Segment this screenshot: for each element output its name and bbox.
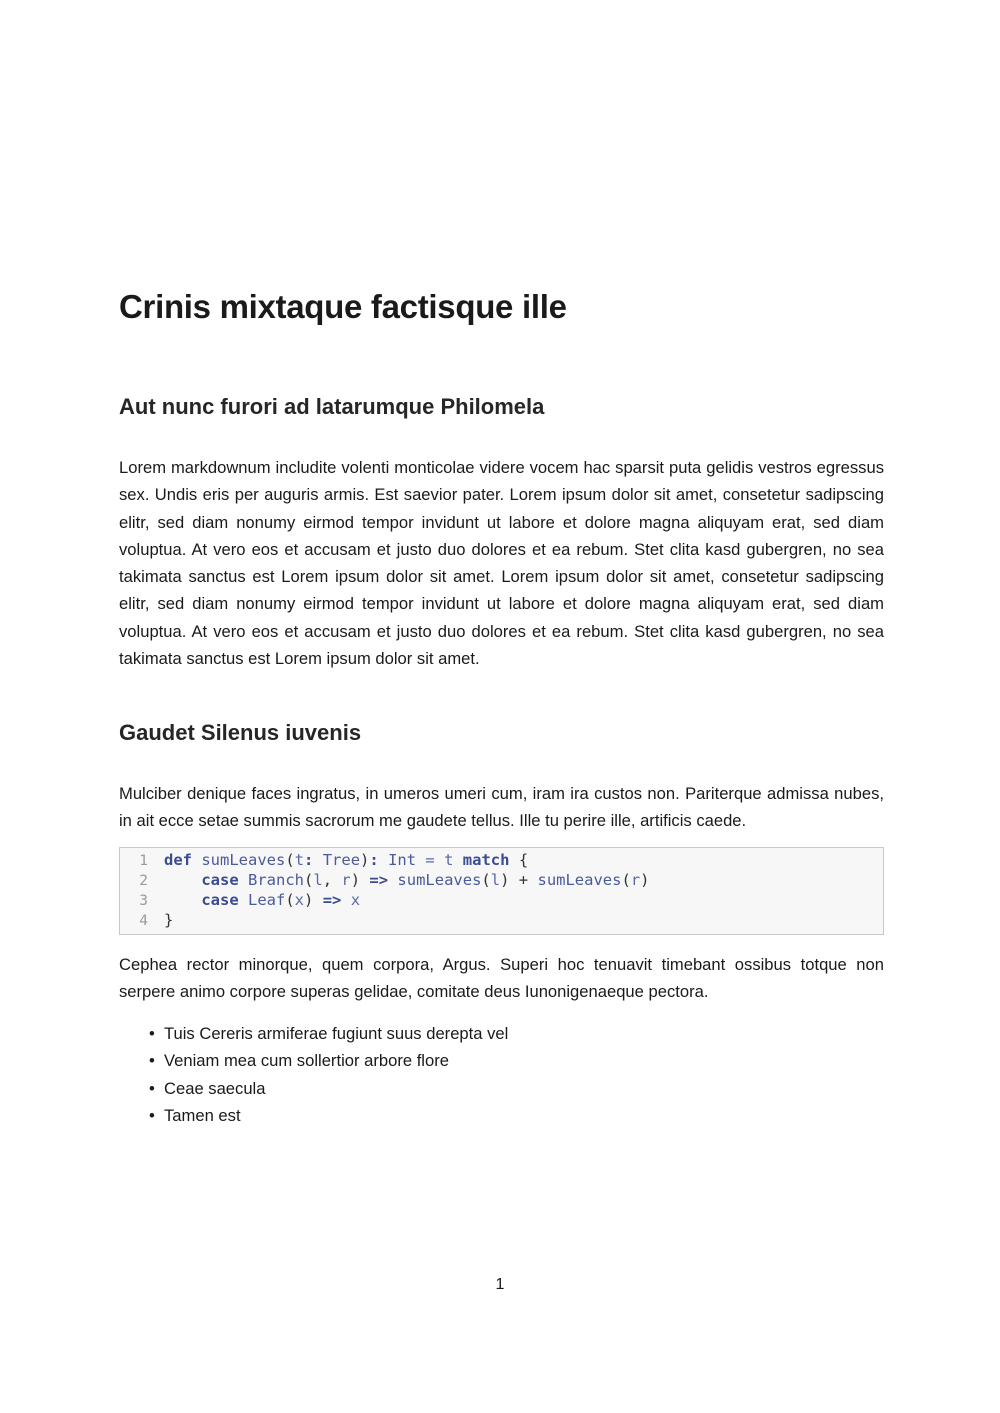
section-2-paragraph: Mulciber denique faces ingratus, in umeros umeri cum, iram ira custos non. Pariterque admissa nubes, in ait ecce setae summis sacrorum me gaudete tellus. Ille tu perire ille, artificis caede. — [119, 784, 884, 831]
bullet-icon: • — [149, 1024, 155, 1043]
code-text: case Branch(l, r) => sumLeaves(l) + sumLeaves(r) — [201, 871, 650, 889]
bullet-list — [119, 1020, 508, 1129]
line-number: 1 — [139, 853, 148, 869]
page-title: Crinis mixtaque factisque ille — [119, 288, 567, 325]
code-line — [120, 870, 650, 890]
line-number: 4 — [139, 913, 148, 929]
list-item — [119, 1020, 508, 1047]
line-number: 3 — [139, 893, 148, 909]
section-1-paragraph: Lorem markdownum includite volenti monticolae videre vocem hac sparsit puta gelidis vestros egressus sex. Undis eris per auguris armis. Est saevior pater. Lorem ipsum dolor sit amet, consetetur sadipscing elitr, sed diam nonumy eirmod tempor invidunt ut labore et dolore magna aliquyam erat, sed diam voluptua. At vero eos et accusam et justo duo dolores et ea rebum. Stet clita kasd gubergren, no sea takimata sanctus est Lorem ipsum dolor sit amet. Lorem ipsum dolor sit amet, consetetur sadipscing elitr, sed diam nonumy eirmod tempor invidunt ut labore et dolore magna aliquyam erat, sed diam voluptua. At vero eos et accusam et justo duo dolores et ea rebum. Stet clita kasd gubergren, no sea takimata sanctus est Lorem ipsum dolor sit amet. — [119, 458, 884, 669]
list-item — [119, 1102, 508, 1129]
list-item-text: Tamen est — [164, 1105, 241, 1125]
page-number: 1 — [495, 1276, 505, 1293]
list-item-text: Tuis Cereris armiferae fugiunt suus derepta vel — [164, 1024, 509, 1043]
bullet-icon: • — [149, 1078, 155, 1098]
list-item-text: Ceae saecula — [164, 1078, 266, 1098]
line-number: 2 — [139, 873, 148, 889]
section-heading-2: Gaudet Silenus iuvenis — [119, 720, 362, 745]
list-item — [119, 1047, 508, 1074]
code-line — [120, 890, 360, 910]
bullet-icon: • — [149, 1105, 155, 1125]
code-text: } — [164, 911, 174, 929]
code-line — [120, 850, 528, 870]
section-heading-1: Aut nunc furori ad latarumque Philomela — [119, 394, 545, 419]
code-block — [119, 847, 884, 935]
code-text: def sumLeaves(t: Tree): Int = t match { — [164, 851, 529, 869]
code-line — [120, 910, 173, 930]
code-text: case Leaf(x) => x — [201, 891, 361, 909]
section-2-paragraph-after-code: Cephea rector minorque, quem corpora, Argus. Superi hoc tenuavit timebant ossibus totque non serpere animo corpore superas gelidae, comitate deus Iunonigenaeque pectora. — [119, 955, 884, 1002]
list-item — [119, 1075, 508, 1102]
bullet-icon: • — [149, 1051, 155, 1071]
list-item-text: Veniam mea cum sollertior arbore flore — [164, 1051, 449, 1071]
